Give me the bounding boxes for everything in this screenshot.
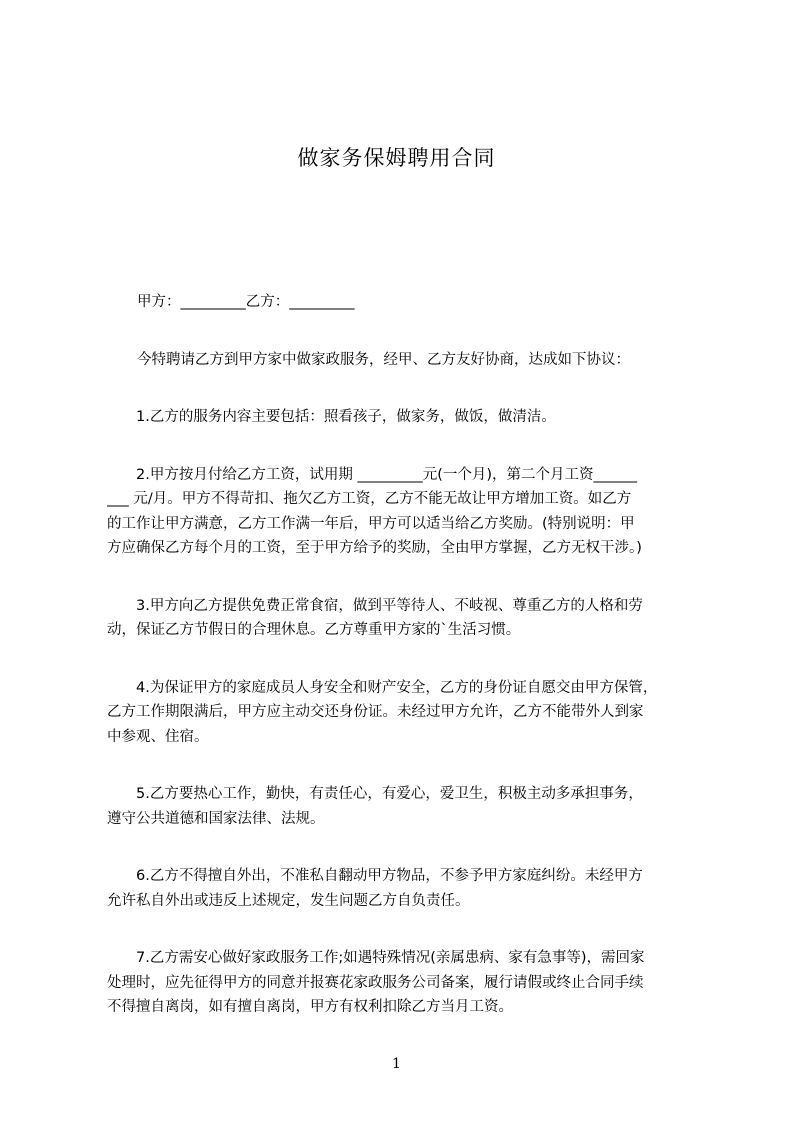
clause-6 [107,864,701,913]
clause-3 [107,594,701,643]
clause-line: 2.甲方按月付给乙方工资，试用期 _________元(一个月)，第二个月工资______ [136,466,638,483]
clause-line: 方应确保乙方每个月的工资，至于甲方给予的奖励，全由甲方掌握，乙方无权干涉。) [107,540,642,556]
clause-line: 3.甲方向乙方提供免费正常食宿，做到平等待人、不岐视、尊重乙方的人格和劳 [136,597,643,614]
clause-line: 6.乙方不得擅自外出，不准私自翻动甲方物品，不参予甲方家庭纠纷。未经甲方 [136,868,643,884]
clause-line: 7.乙方需安心做好家政服务工作;如遇特殊情况(亲属患病、家有急事等)，需回家 [136,950,645,966]
clause-line: 处理时，应先征得甲方的同意并报赛花家政服务公司备案，履行请假或终止合同手续 [107,974,644,991]
parties-line: 甲方：_________乙方：_________ [137,294,355,310]
clause-1 [107,405,701,430]
intro-line: 今特聘请乙方到甲方家中做家政服务，经甲、乙方友好协商，达成如下协议： [137,351,630,368]
clause-2 [107,463,701,561]
clause-line: 允许私自外出或违反上述规定，发生问题乙方自负责任。 [107,892,470,909]
clause-7 [107,946,701,1020]
clause-line: 动，保证乙方节假日的合理休息。乙方尊重甲方家的`生活习惯。 [107,622,521,638]
contract-body [107,290,701,1020]
clause-line: 5.乙方要热心工作，勤快，有责任心，有爱心，爱卫生，积极主动多承担事务， [136,786,643,802]
clause-line: 的工作让甲方满意，乙方工作满一年后，甲方可以适当给乙方奖励。(特别说明：甲 [107,515,635,532]
clause-4 [107,676,701,750]
clause-line: 遵守公共道德和国家法律、法规。 [107,810,325,827]
clause-line: 4.为保证甲方的家庭成员人身安全和财产安全，乙方的身份证自愿交由甲方保管， [136,679,658,696]
clause-line: 中参观、住宿。 [107,728,209,745]
page-number: 1 [392,1056,401,1072]
clause-line: 乙方工作期限满后，甲方应主动交还身份证。未经过甲方允许，乙方不能带外人到家 [107,704,644,720]
clause-line: 不得擅自离岗，如有擅自离岗，甲方有权利扣除乙方当月工资。 [107,999,513,1015]
clause-line: 1.乙方的服务内容主要包括：照看孩子，做家务，做饭，做清洁。 [136,409,556,425]
clause-line: ___ 元/月。甲方不得苛扣、拖欠乙方工资，乙方不能无故让甲方增加工资。如乙方 [107,491,632,507]
clause-5 [107,782,701,831]
document-title: 做家务保姆聘用合同 [297,146,496,170]
